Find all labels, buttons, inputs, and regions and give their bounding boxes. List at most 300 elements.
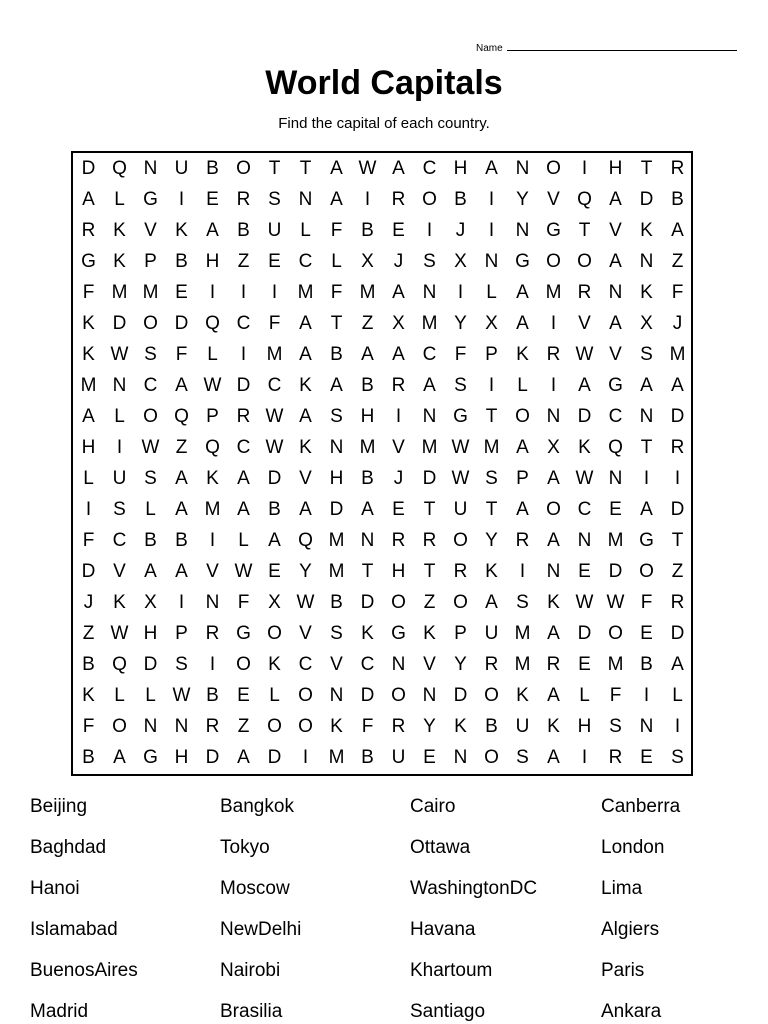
- grid-letter: I: [519, 561, 526, 582]
- grid-letter: T: [640, 437, 653, 458]
- grid-letter: R: [391, 375, 406, 396]
- grid-letter: C: [577, 499, 592, 520]
- grid-letter: Y: [454, 313, 467, 334]
- name-label: Name: [476, 43, 503, 54]
- grid-letter: B: [361, 747, 374, 768]
- grid-letter: R: [391, 530, 406, 551]
- grid-letter: A: [547, 530, 560, 551]
- grid-letter: K: [516, 685, 529, 706]
- grid-letter: A: [423, 375, 436, 396]
- grid-letter: D: [360, 685, 375, 706]
- grid-letter: I: [116, 437, 123, 458]
- grid-row: [73, 246, 691, 277]
- grid-letter: X: [361, 251, 374, 272]
- grid-letter: O: [391, 592, 406, 613]
- grid-letter: X: [485, 313, 498, 334]
- grid-letter: A: [516, 499, 529, 520]
- grid-letter: F: [454, 344, 467, 365]
- grid-letter: E: [392, 499, 405, 520]
- grid-letter: H: [453, 158, 468, 179]
- grid-row: [73, 556, 691, 587]
- grid-letter: J: [455, 220, 466, 241]
- grid-letter: H: [577, 716, 592, 737]
- grid-letter: B: [237, 220, 250, 241]
- grid-letter: I: [643, 685, 650, 706]
- grid-letter: L: [114, 406, 125, 427]
- grid-letter: A: [299, 313, 312, 334]
- grid-letter: E: [175, 282, 188, 303]
- grid-letter: A: [361, 499, 374, 520]
- grid-letter: R: [205, 623, 220, 644]
- grid-letter: R: [81, 220, 96, 241]
- grid-letter: Z: [175, 437, 188, 458]
- word-list-item: Ankara: [601, 1001, 662, 1022]
- grid-letter: D: [670, 499, 685, 520]
- word-list-item: Santiago: [410, 1001, 486, 1022]
- grid-letter: S: [113, 499, 126, 520]
- grid-letter: V: [299, 623, 312, 644]
- grid-letter: X: [268, 592, 281, 613]
- grid-row: [73, 680, 691, 711]
- grid-letter: A: [392, 158, 405, 179]
- grid-letter: M: [142, 282, 159, 303]
- grid-letter: F: [640, 592, 653, 613]
- grid-letter: W: [141, 437, 160, 458]
- grid-letter: H: [143, 623, 158, 644]
- grid-letter: D: [143, 654, 158, 675]
- grid-letter: R: [422, 530, 437, 551]
- grid-letter: K: [485, 561, 498, 582]
- grid-letter: N: [422, 282, 437, 303]
- grid-letter: T: [485, 406, 498, 427]
- grid-letter: Z: [361, 313, 374, 334]
- grid-letter: I: [271, 282, 278, 303]
- grid-letter: F: [671, 282, 684, 303]
- grid-letter: B: [361, 220, 374, 241]
- grid-letter: M: [328, 530, 345, 551]
- grid-letter: N: [329, 685, 344, 706]
- grid-letter: K: [113, 251, 126, 272]
- word-list: [0, 796, 768, 1024]
- grid-letter: G: [608, 375, 623, 396]
- grid-letter: I: [457, 282, 464, 303]
- grid-letter: N: [143, 716, 158, 737]
- grid-letter: M: [328, 561, 345, 582]
- grid-letter: T: [485, 499, 498, 520]
- grid-letter: A: [268, 530, 281, 551]
- grid-letter: F: [330, 220, 343, 241]
- grid-letter: N: [608, 468, 623, 489]
- grid-letter: B: [82, 654, 95, 675]
- grid-letter: G: [453, 406, 468, 427]
- grid-letter: Z: [237, 251, 250, 272]
- grid-letter: M: [514, 654, 531, 675]
- grid-letter: A: [299, 499, 312, 520]
- grid-letter: C: [298, 654, 313, 675]
- grid-letter: D: [639, 189, 654, 210]
- grid-letter: X: [454, 251, 467, 272]
- grid-letter: E: [268, 251, 281, 272]
- grid-letter: K: [361, 623, 374, 644]
- grid-letter: K: [299, 437, 312, 458]
- grid-letter: B: [361, 468, 374, 489]
- grid-letter: M: [421, 313, 438, 334]
- page-subtitle: Find the capital of each country.: [278, 115, 490, 132]
- grid-row: [73, 153, 691, 184]
- grid-letter: U: [391, 747, 406, 768]
- grid-letter: A: [547, 623, 560, 644]
- grid-letter: D: [329, 499, 344, 520]
- grid-letter: Z: [423, 592, 436, 613]
- word-list-item: Ottawa: [410, 837, 471, 858]
- grid-letter: A: [361, 344, 374, 365]
- grid-letter: O: [236, 158, 251, 179]
- grid-letter: E: [578, 654, 591, 675]
- grid-letter: E: [640, 747, 653, 768]
- grid-letter: W: [575, 468, 594, 489]
- grid-letter: K: [299, 375, 312, 396]
- grid-letter: H: [360, 406, 375, 427]
- grid-letter: D: [608, 561, 623, 582]
- grid-letter: Y: [516, 189, 529, 210]
- grid-letter: C: [422, 344, 437, 365]
- grid-letter: M: [607, 530, 624, 551]
- grid-letter: S: [268, 189, 281, 210]
- grid-letter: B: [454, 189, 467, 210]
- grid-letter: A: [609, 189, 622, 210]
- grid-letter: O: [298, 716, 313, 737]
- grid-letter: O: [298, 685, 313, 706]
- word-list-item: Hanoi: [30, 878, 80, 899]
- grid-letter: T: [299, 158, 312, 179]
- grid-letter: M: [204, 499, 221, 520]
- grid-letter: I: [209, 282, 216, 303]
- grid-letter: R: [515, 530, 530, 551]
- grid-letter: Q: [112, 654, 127, 675]
- name-blank-line: [507, 41, 737, 51]
- grid-letter: S: [640, 344, 653, 365]
- grid-letter: L: [517, 375, 528, 396]
- grid-letter: Z: [237, 716, 250, 737]
- grid-letter: K: [206, 468, 219, 489]
- grid-letter: O: [484, 747, 499, 768]
- grid-letter: B: [206, 158, 219, 179]
- grid-row: [73, 215, 691, 246]
- grid-letter: G: [236, 623, 251, 644]
- grid-letter: A: [671, 654, 684, 675]
- grid-letter: N: [639, 251, 654, 272]
- grid-row: [73, 587, 691, 618]
- grid-letter: L: [672, 685, 683, 706]
- word-list-item: Madrid: [30, 1001, 89, 1022]
- grid-row: [73, 370, 691, 401]
- grid-letter: K: [82, 313, 95, 334]
- grid-letter: M: [359, 437, 376, 458]
- grid-letter: K: [640, 282, 653, 303]
- grid-row: [73, 742, 691, 773]
- grid-letter: L: [114, 189, 125, 210]
- grid-letter: D: [267, 468, 282, 489]
- grid-letter: O: [112, 716, 127, 737]
- grid-letter: Y: [454, 654, 467, 675]
- grid-letter: I: [209, 654, 216, 675]
- grid-letter: I: [488, 375, 495, 396]
- grid-letter: Q: [205, 313, 220, 334]
- grid-letter: P: [175, 623, 188, 644]
- grid-letter: Y: [485, 530, 498, 551]
- grid-letter: R: [608, 747, 623, 768]
- grid-letter: K: [547, 716, 560, 737]
- grid-letter: P: [454, 623, 467, 644]
- grid-letter: A: [547, 468, 560, 489]
- grid-letter: B: [361, 375, 374, 396]
- grid-letter: M: [111, 282, 128, 303]
- grid-letter: O: [422, 189, 437, 210]
- grid-letter: A: [82, 189, 95, 210]
- grid-letter: C: [267, 375, 282, 396]
- word-list-item: Beijing: [30, 796, 88, 817]
- grid-letter: D: [360, 592, 375, 613]
- grid-letter: N: [360, 530, 375, 551]
- grid-letter: N: [639, 406, 654, 427]
- grid-letter: S: [175, 654, 188, 675]
- grid-letter: C: [143, 375, 158, 396]
- grid-letter: V: [299, 468, 312, 489]
- grid-letter: I: [364, 189, 371, 210]
- grid-letter: N: [174, 716, 189, 737]
- grid-letter: Y: [423, 716, 436, 737]
- grid-letter: I: [209, 530, 216, 551]
- grid-letter: U: [484, 623, 499, 644]
- grid-letter: H: [391, 561, 406, 582]
- grid-letter: A: [237, 468, 250, 489]
- grid-letter: D: [577, 623, 592, 644]
- grid-letter: F: [361, 716, 374, 737]
- word-list-item: NewDelhi: [220, 919, 302, 940]
- grid-letter: U: [515, 716, 530, 737]
- grid-letter: L: [238, 530, 249, 551]
- word-list-item: London: [601, 837, 665, 858]
- grid-row: [73, 432, 691, 463]
- grid-letter: R: [236, 406, 251, 427]
- grid-letter: T: [330, 313, 343, 334]
- grid-letter: S: [144, 344, 157, 365]
- grid-letter: J: [672, 313, 683, 334]
- grid-letter: U: [112, 468, 127, 489]
- grid-letter: A: [485, 592, 498, 613]
- grid-letter: O: [608, 623, 623, 644]
- grid-letter: O: [267, 716, 282, 737]
- grid-letter: W: [296, 592, 315, 613]
- grid-letter: L: [145, 685, 156, 706]
- grid-letter: O: [391, 685, 406, 706]
- grid-letter: V: [547, 189, 560, 210]
- grid-letter: W: [110, 344, 129, 365]
- grid-letter: F: [237, 592, 250, 613]
- grid-letter: R: [670, 592, 685, 613]
- word-list-item: Islamabad: [30, 919, 118, 940]
- grid-letter: B: [485, 716, 498, 737]
- grid-row: [73, 649, 691, 680]
- grid-letter: B: [330, 344, 343, 365]
- grid-letter: G: [546, 220, 561, 241]
- grid-letter: A: [392, 344, 405, 365]
- grid-letter: I: [488, 220, 495, 241]
- grid-letter: V: [609, 220, 622, 241]
- grid-letter: N: [453, 747, 468, 768]
- grid-letter: S: [516, 592, 529, 613]
- grid-letter: Q: [577, 189, 592, 210]
- grid-letter: A: [237, 747, 250, 768]
- grid-letter: O: [267, 623, 282, 644]
- grid-letter: A: [516, 282, 529, 303]
- grid-letter: N: [515, 220, 530, 241]
- grid-letter: K: [330, 716, 343, 737]
- grid-row: [73, 401, 691, 432]
- grid-letter: M: [359, 282, 376, 303]
- grid-letter: I: [240, 282, 247, 303]
- word-search-grid: [71, 151, 693, 776]
- grid-letter: S: [485, 468, 498, 489]
- grid-letter: V: [578, 313, 591, 334]
- grid-letter: C: [298, 251, 313, 272]
- grid-letter: B: [175, 530, 188, 551]
- grid-letter: O: [515, 406, 530, 427]
- grid-letter: O: [546, 499, 561, 520]
- grid-row: [73, 308, 691, 339]
- grid-letter: G: [143, 747, 158, 768]
- grid-letter: H: [81, 437, 96, 458]
- grid-letter: K: [454, 716, 467, 737]
- grid-letter: W: [265, 437, 284, 458]
- grid-letter: W: [172, 685, 191, 706]
- grid-letter: T: [423, 499, 436, 520]
- grid-letter: T: [640, 158, 653, 179]
- grid-letter: O: [546, 158, 561, 179]
- grid-letter: D: [422, 468, 437, 489]
- grid-letter: P: [485, 344, 498, 365]
- grid-letter: C: [236, 437, 251, 458]
- word-list-item: Moscow: [220, 878, 290, 899]
- grid-letter: A: [640, 499, 653, 520]
- grid-letter: H: [608, 158, 623, 179]
- grid-letter: I: [550, 313, 557, 334]
- word-list-item: WashingtonDC: [410, 878, 538, 899]
- grid-letter: P: [516, 468, 529, 489]
- grid-letter: U: [453, 499, 468, 520]
- grid-letter: E: [423, 747, 436, 768]
- grid-letter: L: [207, 344, 218, 365]
- grid-letter: C: [112, 530, 127, 551]
- grid-letter: X: [144, 592, 157, 613]
- grid-letter: I: [550, 375, 557, 396]
- grid-letter: A: [175, 375, 188, 396]
- grid-letter: S: [454, 375, 467, 396]
- grid-letter: D: [577, 406, 592, 427]
- grid-letter: S: [330, 623, 343, 644]
- grid-letter: O: [639, 561, 654, 582]
- grid-letter: I: [240, 344, 247, 365]
- grid-letter: L: [486, 282, 497, 303]
- grid-letter: L: [83, 468, 94, 489]
- grid-letter: N: [143, 158, 158, 179]
- grid-letter: A: [609, 313, 622, 334]
- grid-letter: B: [206, 685, 219, 706]
- grid-letter: S: [516, 747, 529, 768]
- grid-letter: G: [391, 623, 406, 644]
- grid-letter: K: [516, 344, 529, 365]
- grid-letter: A: [578, 375, 591, 396]
- grid-letter: X: [547, 437, 560, 458]
- grid-letter: K: [268, 654, 281, 675]
- word-list-item: Paris: [601, 960, 645, 981]
- grid-letter: O: [236, 654, 251, 675]
- grid-letter: E: [578, 561, 591, 582]
- grid-letter: W: [606, 592, 625, 613]
- grid-letter: R: [670, 158, 685, 179]
- grid-letter: A: [330, 158, 343, 179]
- grid-letter: W: [575, 592, 594, 613]
- grid-row: [73, 339, 691, 370]
- grid-letter: M: [421, 437, 438, 458]
- grid-letter: N: [515, 158, 530, 179]
- grid-letter: G: [81, 251, 96, 272]
- grid-letter: Q: [174, 406, 189, 427]
- grid-letter: N: [608, 282, 623, 303]
- grid-letter: I: [426, 220, 433, 241]
- grid-letter: D: [112, 313, 127, 334]
- grid-letter: Q: [205, 437, 220, 458]
- grid-letter: O: [143, 406, 158, 427]
- word-list-item: Havana: [410, 919, 476, 940]
- grid-letter: I: [674, 716, 681, 737]
- grid-letter: A: [671, 375, 684, 396]
- grid-letter: H: [329, 468, 344, 489]
- grid-letter: M: [607, 654, 624, 675]
- grid-letter: R: [236, 189, 251, 210]
- grid-letter: G: [639, 530, 654, 551]
- grid-letter: A: [516, 313, 529, 334]
- grid-letter: F: [82, 716, 95, 737]
- grid-letter: L: [300, 220, 311, 241]
- grid-letter: A: [330, 189, 343, 210]
- grid-letter: Q: [112, 158, 127, 179]
- grid-letter: N: [298, 189, 313, 210]
- grid-row: [73, 525, 691, 556]
- grid-letter: N: [329, 437, 344, 458]
- grid-letter: K: [578, 437, 591, 458]
- grid-letter: E: [268, 561, 281, 582]
- grid-letter: E: [392, 220, 405, 241]
- grid-letter: D: [81, 158, 96, 179]
- grid-letter: L: [145, 499, 156, 520]
- grid-letter: N: [422, 685, 437, 706]
- grid-letter: Z: [671, 561, 684, 582]
- grid-letter: A: [175, 499, 188, 520]
- grid-letter: J: [83, 592, 94, 613]
- grid-letter: O: [453, 530, 468, 551]
- grid-letter: V: [144, 220, 157, 241]
- word-list-item: Cairo: [410, 796, 456, 817]
- grid-letter: R: [577, 282, 592, 303]
- grid-letter: A: [392, 282, 405, 303]
- grid-letter: R: [670, 437, 685, 458]
- grid-letter: Q: [298, 530, 313, 551]
- grid-letter: F: [609, 685, 622, 706]
- grid-letter: N: [391, 654, 406, 675]
- grid-letter: D: [267, 747, 282, 768]
- grid-letter: Q: [608, 437, 623, 458]
